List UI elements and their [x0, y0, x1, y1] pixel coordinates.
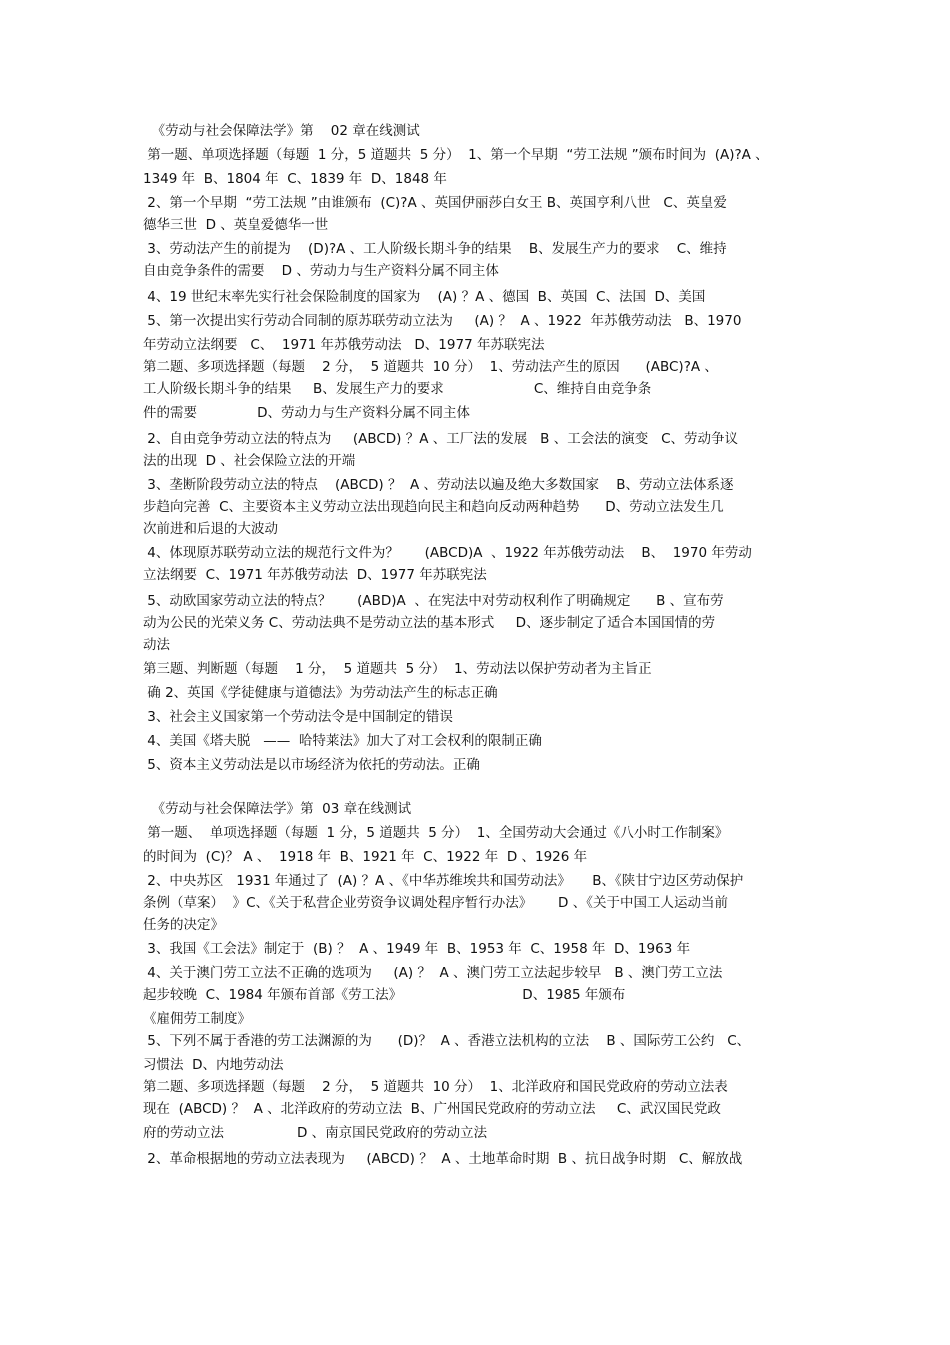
text-line: 2、第一个早期 “劳工法规 ”由谁颁布 (C)?A 、英国伊丽莎白女王 B、英国亨利八世 C、英皇爱 [143, 195, 727, 211]
text-line: 动法 [143, 637, 170, 653]
text-line: 4、体现原苏联劳动立法的规范行文件为？ (ABCD)A 、1922 年苏俄劳动法 B、 1970 年劳动 [143, 545, 752, 561]
text-line: 确 2、英国《学徒健康与道德法》为劳动法产生的标志正确 [143, 685, 498, 701]
text-line: 5、第一次提出实行劳动合同制的原苏联劳动立法为 (A) ？ A 、1922 年苏俄劳动法 B、1970 [143, 313, 742, 329]
text-line: 次前进和后退的大波动 [143, 521, 278, 537]
text-line: 4、美国《塔夫脱 —— 哈特莱法》加大了对工会权利的限制正确 [143, 733, 542, 749]
text-line: 2、中央苏区 1931 年通过了 (A) ？A 、《中华苏维埃共和国劳动法》 B、《陕甘宁边区劳动保护 [143, 873, 744, 889]
text-line: 条例（草案） 》C、《关于私营企业劳资争议调处程序暂行办法》 D 、《关于中国工人运动当前 [143, 895, 728, 911]
text-line: 工人阶级长期斗争的结果 B、发展生产力的要求 C、维持自由竞争条 [143, 381, 652, 397]
text-line: 法的出现 D 、社会保险立法的开端 [143, 453, 356, 469]
text-line: 5、动欧国家劳动立法的特点？ (ABD)A 、在宪法中对劳动权利作了明确规定 B 、宣布劳 [143, 593, 724, 609]
text-line: 4、关于澳门劳工立法不正确的选项为 (A) ？ A 、澳门劳工立法起步较早 B 、澳门劳工立法 [143, 965, 723, 981]
text-line: 5、下列不属于香港的劳工法渊源的为 (D)？ A 、香港立法机构的立法 B 、国际劳工公约 C、 [143, 1033, 751, 1049]
text-line: 2、自由竞争劳动立法的特点为 (ABCD) ？A 、工厂法的发展 B 、工会法的演变 C、劳动争议 [143, 431, 738, 447]
text-line: 立法纲要 C、1971 年苏俄劳动法 D、1977 年苏联宪法 [143, 567, 487, 583]
text-line: 《雇佣劳工制度》 [143, 1011, 251, 1027]
text-line: 3、垄断阶段劳动立法的特点 (ABCD) ？ A 、劳动法以遍及绝大多数国家 B、劳动立法体系逐 [143, 477, 734, 493]
text-line: 起步较晚 C、1984 年颁布首部《劳工法》 D、1985 年颁布 [143, 987, 626, 1003]
text-line: 3、社会主义国家第一个劳动法令是中国制定的错误 [143, 709, 453, 725]
text-line: 德华三世 D 、英皇爱德华一世 [143, 217, 329, 233]
text-line: 件的需要 D、劳动力与生产资料分属不同主体 [143, 405, 470, 421]
text-line: 《劳动与社会保障法学》第 03 章在线测试 [143, 801, 412, 817]
text-line: 第二题、多项选择题（每题 2 分， 5 道题共 10 分） 1、劳动法产生的原因 (ABC)?A 、 [143, 359, 718, 375]
text-line: 步趋向完善 C、主要资本主义劳动立法出现趋向民主和趋向反动两种趋势 D、劳动立法发生几 [143, 499, 724, 515]
text-line: 3、劳动法产生的前提为 (D)?A 、工人阶级长期斗争的结果 B、发展生产力的要求 C、维持 [143, 241, 727, 257]
text-line: 府的劳动立法 D 、南京国民党政府的劳动立法 [143, 1125, 488, 1141]
text-line: 3、我国《工会法》制定于 (B) ？ A 、1949 年 B、1953 年 C、1958 年 D、1963 年 [143, 941, 691, 957]
text-line: 第一题、 单项选择题（每题 1 分，5 道题共 5 分） 1、全国劳动大会通过《八小时工作制案》 [143, 825, 729, 841]
text-line: 习惯法 D、内地劳动法 [143, 1057, 284, 1073]
text-line: 《劳动与社会保障法学》第 02 章在线测试 [143, 123, 420, 139]
text-line: 的时间为 (C)？ A 、 1918 年 B、1921 年 C、1922 年 D 、1926 年 [143, 849, 588, 865]
text-line: 2、革命根据地的劳动立法表现为 (ABCD) ？ A 、土地革命时期 B 、抗日战争时期 C、解放战 [143, 1151, 743, 1167]
text-line: 动为公民的光荣义务 C、劳动法典不是劳动立法的基本形式 D、逐步制定了适合本国国情的劳 [143, 615, 716, 631]
text-line: 年劳动立法纲要 C、 1971 年苏俄劳动法 D、1977 年苏联宪法 [143, 337, 545, 353]
text-line: 任务的决定》 [143, 917, 224, 933]
text-line: 5、资本主义劳动法是以市场经济为依托的劳动法。正确 [143, 757, 480, 773]
text-line: 第一题、单项选择题（每题 1 分，5 道题共 5 分） 1、第一个早期 “劳工法规 ”颁布时间为 (A)?A 、 [143, 147, 769, 163]
text-line: 现在 (ABCD) ？ A 、北洋政府的劳动立法 B、广州国民党政府的劳动立法 C、武汉国民党政 [143, 1101, 721, 1117]
text-line: 第二题、多项选择题（每题 2 分， 5 道题共 10 分） 1、北洋政府和国民党政府的劳动立法表 [143, 1079, 728, 1095]
text-line: 自由竞争条件的需要 D 、劳动力与生产资料分属不同主体 [143, 263, 499, 279]
text-line: 1349 年 B、1804 年 C、1839 年 D、1848 年 [143, 171, 447, 187]
text-line: 4、19 世纪末率先实行社会保险制度的国家为 (A) ？A 、德国 B、英国 C、法国 D、美国 [143, 289, 706, 305]
text-line: 第三题、判断题（每题 1 分， 5 道题共 5 分） 1、劳动法以保护劳动者为主旨正 [143, 661, 652, 677]
